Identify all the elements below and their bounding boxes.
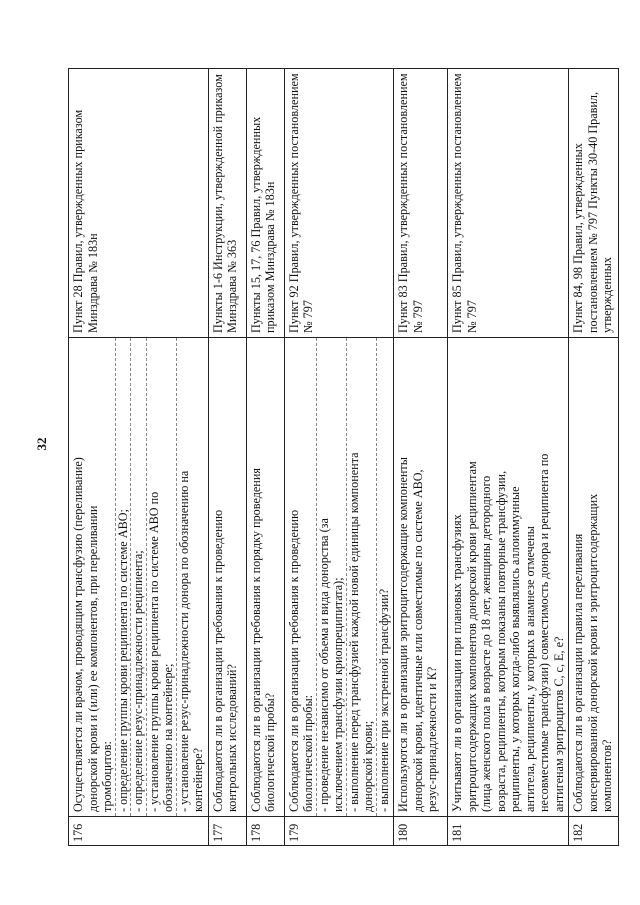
- requirement-line: - определение группы крови реципиента по системе АВО;: [115, 338, 131, 816]
- table-row: [394, 69, 448, 846]
- legal-reference-cell: Пункты 1-6 Инструкции, утвержденной приказом Минздрава № 363: [208, 69, 246, 338]
- table-row: [246, 69, 284, 846]
- requirement-line: тромбоцитов:: [100, 741, 114, 812]
- requirement-line: антитела, реципиенты, у которых в анамнезе отмечены: [522, 526, 537, 812]
- legal-reference-cell: Пункт 84, 98 Правил, утвержденных постановлением № 797 Пункты 30-40 Правил, утвержденных: [569, 69, 619, 338]
- requirement-line: реципиенты, у которых когда-либо выявлялись аллоиммунные: [508, 486, 522, 812]
- row-number: 178: [246, 817, 284, 846]
- legal-reference-cell: Пункты 15, 17, 76 Правил, утвержденных приказом Минздрава № 183н: [246, 69, 284, 338]
- requirement-line: эритроцитсодержащих компонентов донорской крови реципиентам: [464, 461, 479, 812]
- legal-reference-cell: Пункт 85 Правил, утвержденных постановлением № 797: [448, 69, 569, 338]
- requirement-cell: [208, 338, 246, 817]
- table-row: [284, 69, 394, 846]
- requirement-cell: [246, 338, 284, 817]
- requirement-line: - определение резус-принадлежности реципиента;: [130, 338, 146, 816]
- row-number: 179: [284, 817, 394, 846]
- requirement-line: Используются ли в организации эритроцитсодержащие компоненты: [396, 457, 410, 812]
- requirement-line: Учитывают ли в организации при плановых трансфузиях: [450, 514, 464, 812]
- requirement-cell: [569, 338, 619, 817]
- requirement-line: несовместимые трансфузии) совместимость донора и реципиента по: [537, 453, 551, 812]
- requirement-line: контейнере?: [191, 747, 205, 812]
- table-row: [569, 69, 619, 846]
- requirement-line: компонентов?: [600, 739, 614, 812]
- requirement-line: - выполнение перед трансфузией каждой новой единицы компонента: [346, 338, 362, 816]
- requirement-cell: [394, 338, 448, 817]
- requirement-line: консервированной донорской крови и эритроцитсодержащих: [585, 493, 600, 812]
- row-number: 176: [69, 817, 209, 846]
- legal-reference-cell: Пункт 83 Правил, утвержденных постановлением № 797: [394, 69, 448, 338]
- row-number: 182: [569, 817, 619, 846]
- requirement-line: Соблюдаются ли в организации требования к порядку проведения: [248, 468, 263, 812]
- requirement-line: донорской крови и (или) ее компонентов, при переливании: [85, 505, 100, 812]
- page-number: 32: [34, 437, 49, 451]
- rotated-table-container: [68, 68, 614, 846]
- requirement-line: биологической пробы:: [301, 694, 315, 812]
- requirement-line: - установление резус-принадлежности донора по обозначению на: [176, 338, 192, 816]
- requirement-cell: [69, 338, 209, 817]
- legal-reference-cell: Пункт 92 Правил, утвержденных постановлением № 797: [284, 69, 394, 338]
- requirement-line: возраста, реципиенты, которым показаны повторные трансфузии,: [493, 470, 508, 812]
- requirement-line: контрольных исследований?: [225, 664, 239, 812]
- requirement-line: обозначению на контейнере;: [161, 663, 175, 812]
- table-row: [69, 69, 209, 846]
- requirement-line: донорской крови, идентичные или совместимые по системе АВО,: [410, 469, 425, 812]
- requirement-line: (лица женского пола в возрасте до 18 лет, женщины детородного: [479, 475, 493, 812]
- table-row: [448, 69, 569, 846]
- requirement-line: - установление группы крови реципиента по системе АВО по: [146, 338, 162, 816]
- requirement-line: Осуществляется ли врачом, проводящим трансфузию (переливание): [71, 457, 85, 812]
- requirement-line: донорской крови;: [361, 720, 375, 812]
- requirement-line: резус-принадлежности и К?: [425, 666, 439, 812]
- requirement-line: - выполнение при экстренной трансфузии?: [376, 338, 392, 816]
- requirement-line: биологической пробы?: [263, 692, 277, 812]
- requirement-line: Соблюдаются ли в организации правила переливания: [571, 533, 585, 812]
- requirement-cell: [448, 338, 569, 817]
- legal-reference-cell: Пункт 28 Правил, утвержденных приказом Минздрава № 183н: [69, 69, 209, 338]
- row-number: 177: [208, 817, 246, 846]
- row-number: 181: [448, 817, 569, 846]
- requirement-line: Соблюдаются ли в организации требования к проведению: [210, 509, 225, 812]
- requirement-line: Соблюдаются ли в организации требования к проведению: [286, 509, 301, 812]
- requirement-line: - проведение независимо от объема и вида донорства (за: [316, 338, 332, 816]
- checklist-table: [68, 68, 619, 846]
- table-row: [208, 69, 246, 846]
- requirement-line: исключением трансфузии криопреципитата);: [331, 577, 345, 812]
- requirement-cell: [284, 338, 394, 817]
- row-number: 180: [394, 817, 448, 846]
- requirement-line: антигенам эритроцитов C, c, E, e?: [551, 636, 566, 812]
